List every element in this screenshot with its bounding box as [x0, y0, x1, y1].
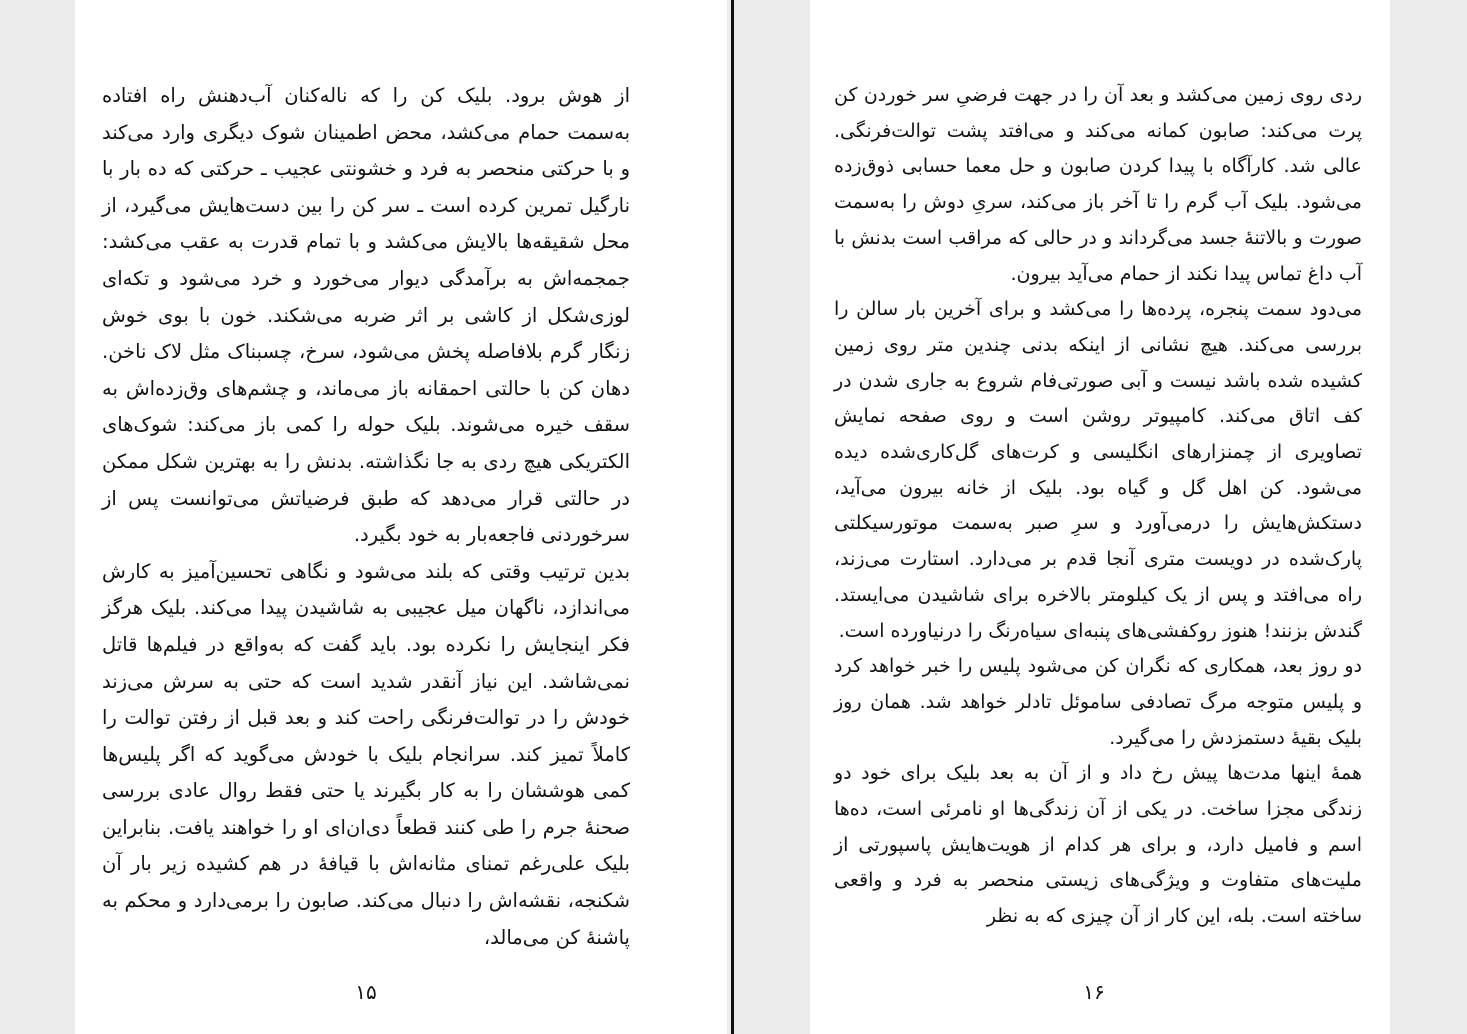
- right-page-text: [834, 78, 1362, 935]
- right-paragraph: دو روز بعد، همکاری که نگران کن می‌شود پلیس را خبر خواهد کرد و پلیس متوجه مرگ تصادفی ساموئل تادلر خواهد شد. همان روز بلیک بقیهٔ دستمزدش را می‌گیرد.: [834, 655, 1362, 749]
- book-gutter-divider: [731, 0, 734, 1034]
- right-paragraph: همهٔ اینها مدت‌ها پیش رخ داد و از آن به بعد بلیک برای خود دو زندگی مجزا ساخت. در یکی از آن زندگی‌ها او نامرئی است، ده‌ها اسم و فامیل دارد، و برای هر کدام از هویت‌هایش پاسپورتی از ملیت‌های متفاوت و ویژگی‌های زیستی منحصر به فرد و واقعی ساخته است. بله، این کار از آن چیزی که به نظر: [834, 762, 1362, 928]
- right-paragraph: ردی روی زمین می‌کشد و بعد آن را در جهت فرضیِ سر خوردن کن پرت می‌کند: صابون کمانه می‌کند و می‌افتد پشت توالت‌فرنگی. عالی شد. کارآگاه با پیدا کردن صابون و حل معما حسابی ذوق‌زده می‌شود. بلیک آب گرم را تا آخر باز می‌کند، سریِ دوش را به‌سمت صورت و بالاتنهٔ جسد می‌گرداند و در حالی که مراقب است بدنش با آب داغ تماس پیدا نکند از حمام می‌آید بیرون.: [834, 84, 1362, 285]
- right-paragraph: می‌دود سمت پنجره، پرده‌ها را می‌کشد و برای آخرین بار سالن را بررسی می‌کند. هیچ نشانی از اینکه بدنی چندین متر روی زمین کشیده شده باشد نیست و آبی صورتی‌فام شروع به جاری شدن در کف اتاق می‌کند. کامپیوتر روشن است و روی صفحه نمایش تصاویری از چمنزارهای انگلیسی و کرت‌های گل‌کاری‌شده دیده می‌شود. کن اهل گل و گیاه بود. بلیک از خانه بیرون می‌آید، دستکش‌هایش را درمی‌آورد و سرِ صبر به‌سمت موتورسیکلتی پارک‌شده در دویست متری آنجا قدم بر می‌دارد. استارت می‌زند، راه می‌افتد و پس از یک کیلومتر بالاخره برای شاشیدن می‌ایستد. گندش بزنند! هنوز روکفشی‌های پنبه‌ای سیاه‌رنگ را درنیاورده است.: [834, 298, 1362, 642]
- left-page: [75, 0, 727, 1034]
- left-page-text: [102, 78, 630, 956]
- left-paragraph: از هوش برود. بلیک کن را که ناله‌کنان آب‌دهنش راه افتاده به‌سمت حمام می‌کشد، محض اطمینان شوک دیگری وارد می‌کند و با حرکتی منحصر به فرد و خشونتی عجیب ـ حرکتی که ده بار با نارگیل تمرین کرده است ـ سر کن را بین دست‌هایش می‌گیرد، از محل شقیقه‌ها بالایش می‌کشد و با تمام قدرت به عقب می‌کشد: جمجمه‌اش به برآمدگی دیوار می‌خورد و خرد می‌شود و تکه‌ای لوزی‌شکل از کاشی بر اثر ضربه می‌شکند. خون با بوی خوش زنگار گرم بلافاصله پخش می‌شود، سرخ، چسبناک مثل لاک ناخن. دهان کن با حالتی احمقانه باز می‌ماند، و چشم‌های وق‌زده‌اش به سقف خیره می‌شوند. بلیک حوله را کمی باز می‌کند: شوک‌های الکتریکی هیچ ردی به جا نگذاشته. بدنش را به بهترین شکل ممکن در حالتی قرار می‌دهد که طبق فرضیاتش می‌توانست پس از سرخوردنی فاجعه‌بار به خود بگیرد.: [102, 84, 630, 547]
- right-page: [810, 0, 1390, 1034]
- left-paragraph: بدین ترتیب وقتی که بلند می‌شود و نگاهی تحسین‌آمیز به کارش می‌اندازد، ناگهان میل عجیبی به شاشیدن پیدا می‌کند. بلیک هرگز فکر اینجایش را نکرده بود. باید گفت که به‌واقع در فیلم‌ها قاتل نمی‌شاشد. این نیاز آنقدر شدید است که حتی به سرش می‌زند خودش را در توالت‌فرنگی راحت کند و بعد قبل از رفتن توالت را کاملاً تمیز کند. سرانجام بلیک با خودش می‌گوید که اگر پلیس‌ها کمی هوششان را به کار بگیرند یا حتی فقط روال عادی بررسی صحنهٔ جرم را طی کنند قطعاً دی‌ان‌ای او را خواهند یافت. بنابراین بلیک علی‌رغم تمنای مثانه‌اش با قیافهٔ در هم کشیده زیر بار آن شکنجه، نقشه‌اش را دنبال می‌کند. صابون را برمی‌دارد و محکم به پاشنهٔ کن می‌مالد،: [102, 559, 630, 949]
- right-page-number: ۱۶: [1083, 980, 1105, 1004]
- left-page-number: ۱۵: [355, 980, 377, 1004]
